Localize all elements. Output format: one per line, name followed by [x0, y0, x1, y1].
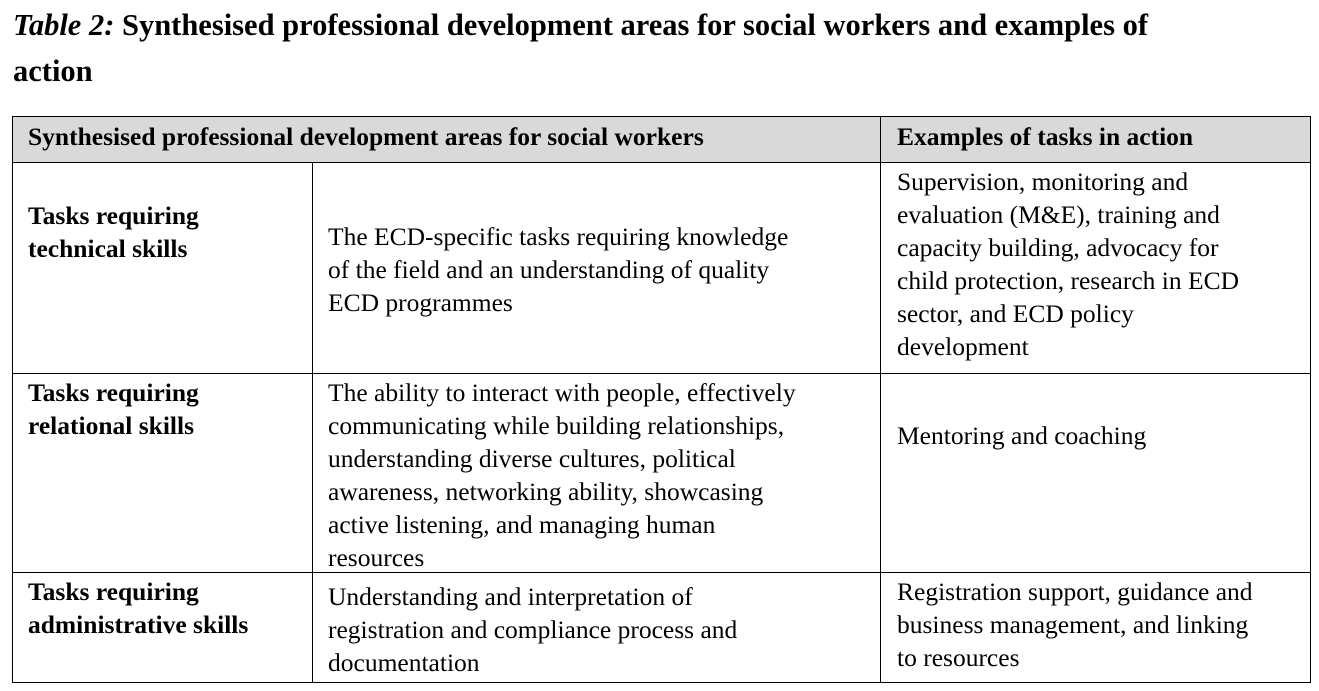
examples-line: sector, and ECD policy [897, 299, 1134, 328]
caption-text-line-2: action [13, 54, 93, 88]
examples-line: Registration support, guidance and [897, 577, 1253, 606]
row-technical-examples [897, 165, 1239, 363]
description-line: resources [328, 543, 425, 572]
column-divider [312, 163, 313, 682]
description-line: understanding diverse cultures, political [328, 444, 736, 473]
description-line: registration and compliance process and [328, 615, 738, 644]
caption-text-line-1: Synthesised professional development areas for social workers and examples of [122, 8, 1148, 42]
row-technical-description [328, 220, 788, 319]
description-line: of the field and an understanding of quality [328, 255, 770, 284]
examples-line: business management, and linking [897, 610, 1249, 639]
examples-line: capacity building, advocacy for [897, 233, 1219, 262]
row-technical-area [28, 199, 199, 265]
examples-line: evaluation (M&E), training and [897, 200, 1220, 229]
description-line: communicating while building relationships, [328, 411, 785, 440]
examples-line: development [897, 332, 1029, 361]
table-caption [13, 2, 1148, 94]
description-line: Understanding and interpretation of [328, 582, 693, 611]
development-areas-table [12, 116, 1311, 683]
area-line: Tasks requiring [28, 378, 199, 407]
description-line: active listening, and managing human [328, 510, 716, 539]
area-line: Tasks requiring [28, 577, 199, 606]
header-examples: Examples of tasks in action [897, 122, 1194, 151]
caption-label: Table 2: [13, 8, 115, 42]
row-divider [13, 373, 1310, 374]
header-development-areas: Synthesised professional development areas for social workers [28, 122, 704, 151]
area-line: technical skills [28, 234, 188, 263]
row-administrative-examples [897, 575, 1253, 674]
description-line: awareness, networking ability, showcasing [328, 477, 764, 506]
examples-line: child protection, research in ECD [897, 266, 1240, 295]
column-divider [880, 117, 881, 682]
row-relational-description [328, 376, 796, 574]
description-line: The ECD-specific tasks requiring knowledge [328, 222, 789, 251]
examples-line: Supervision, monitoring and [897, 167, 1189, 196]
row-administrative-area [28, 575, 248, 641]
row-administrative-description [328, 580, 737, 679]
description-line: ECD programmes [328, 288, 513, 317]
area-line: Tasks requiring [28, 201, 199, 230]
row-relational-area [28, 376, 199, 442]
description-line: The ability to interact with people, effectively [328, 378, 796, 407]
description-line: documentation [328, 648, 480, 677]
area-line: administrative skills [28, 610, 249, 639]
row-relational-examples [897, 419, 1146, 452]
examples-line: to resources [897, 643, 1020, 672]
area-line: relational skills [28, 411, 195, 440]
examples-line: Mentoring and coaching [897, 421, 1147, 450]
